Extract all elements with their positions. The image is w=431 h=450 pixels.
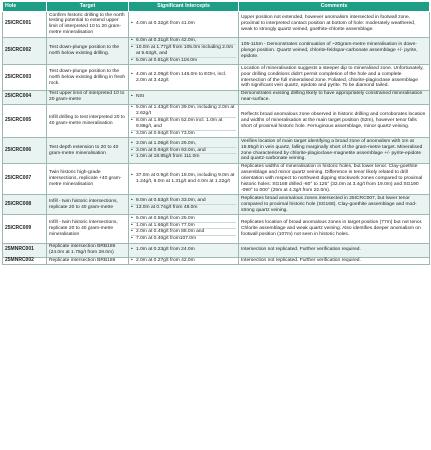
cell-comments: Replicates widths of mineralisation in historic holes, but lower tenor. Clay-goethite assemblage and minor quartz veining. Difference in tenor likely related to drill orientation with respect to northwest dipping stockwork zones compared to proximal historic holes: SG168 drilled -60° to 125° (32.0m at 3.4g/t from 19.0m) and SG190 -090° to 000° (25m at 4.3g/t from 22.0m). <box>239 163 430 195</box>
table-row <box>3 12 430 38</box>
cell-hole: 25ICRC009 <box>3 215 47 244</box>
intercept-item: • 8.0m at 0.53g/t from 33.0m, and <box>131 198 236 205</box>
intercept-list <box>131 72 236 84</box>
cell-comments: Intersection not replicated. Further verification required. <box>239 243 430 257</box>
cell-significant-intercepts <box>129 90 239 104</box>
cell-target: Twin historic high-grade intersections, replicate +40 gram-metre mineralisation <box>47 163 129 195</box>
table-row <box>3 215 430 244</box>
intercept-list <box>131 21 236 27</box>
cell-significant-intercepts <box>129 257 239 265</box>
table-row <box>3 257 430 265</box>
cell-comments: 105-115m - Demonstrates continuation of ~20gram-metre mineralisation in down-plunge position. Quartz veined, chlorite-feldspar-carbonate assemblage +/- pyrite, epidote. <box>239 37 430 65</box>
intercept-item: • 1.0m at 1.66g/t from 77.0m <box>131 223 236 230</box>
intercept-item: • 8.0m at 1.65g/t from 52.0m incl. 1.0m at 9.88g/t, and <box>131 118 236 131</box>
intercept-list <box>131 216 236 243</box>
intercept-item: • 5.0m at 1.43g/t from 39.0m, including 2.0m at 2.62g/t <box>131 105 236 118</box>
cell-significant-intercepts <box>129 138 239 164</box>
intercept-item: • 4.0m at 2.09g/t from 146.0m to EOH, incl. 2.0m at 3.42g/t <box>131 72 236 84</box>
intercept-item: • 2.0m at 0.49g/t from 88.0m and <box>131 229 236 236</box>
table-row <box>3 243 430 257</box>
cell-comments: Reflects broad anomalous zone observed in historic drilling and corroborates location and widths of mineralisation at the main target position (52m), however tenor falls short of proximal historic hole. Ferruginous assemblage, minor quartz veining. <box>239 104 430 138</box>
intercept-list <box>131 94 236 100</box>
cell-target: Replicate intersection BRB186 (24.0m at 1.75g/t from 28.0m) <box>47 243 129 257</box>
table-row <box>3 138 430 164</box>
intercept-item: • NSI <box>131 94 236 100</box>
intercept-item: • 1.0m at 18.85g/t from 111.0m <box>131 154 236 160</box>
cell-hole: 25MNRC001 <box>3 243 47 257</box>
cell-target: Test depth extension to 20 to 40 gram-metre mineralisation <box>47 138 129 164</box>
table-row <box>3 104 430 138</box>
header-comments: Comments <box>239 2 430 12</box>
intercept-item: • 10.0m at 1.77g/t from 105.0m including 2.0m at 5.63g/t, and <box>131 45 236 58</box>
cell-target: Test down-plunge position to the north below existing drilling in fresh rock. <box>47 65 129 91</box>
intercept-item: • 2.0m at 0.27g/t from 42.0m <box>131 258 236 264</box>
intercept-list <box>131 105 236 137</box>
cell-significant-intercepts <box>129 243 239 257</box>
cell-comments: Demonstrates existing drilling likely to have appropriately constrained mineralisation near-surface. <box>239 90 430 104</box>
table-row <box>3 90 430 104</box>
cell-significant-intercepts <box>129 12 239 38</box>
cell-target: Test upper limit of interpreted 10 to 20 gram-metre <box>47 90 129 104</box>
intercept-item: • 4.0m at 0.32g/t from 41.0m <box>131 21 236 27</box>
table-row <box>3 163 430 195</box>
cell-target: Infill - twin historic intersections, replicate 20 to 40 gram-metre mineralisation <box>47 215 129 244</box>
cell-comments: Location of mineralisation suggests a steeper dip to mineralised zone. Unfortunately, poor drilling conditions didn't permit completion of the hole and a complete intersection of the full mineralised zone. Foliated, chlorite-plagioclase assemblage with significant vein quartz, epidote and pyrite. To be diamond tailed. <box>239 65 430 91</box>
intercept-list <box>131 258 236 264</box>
intercept-item: • 3.0m at 0.94g/t from 93.0m, and <box>131 148 236 155</box>
intercept-list <box>131 173 236 185</box>
cell-significant-intercepts <box>129 65 239 91</box>
cell-significant-intercepts <box>129 104 239 138</box>
cell-target: Infill - twin historic intersections, replicate 20 to 40 gram-metre <box>47 195 129 215</box>
table-row <box>3 65 430 91</box>
header-significant-intercepts: Significant Intercepts <box>129 2 239 12</box>
cell-hole: 25ICRC001 <box>3 12 47 38</box>
intercept-item: • 7.0m at 0.40g/t from107.0m <box>131 236 236 242</box>
cell-hole: 25ICRC002 <box>3 37 47 65</box>
intercept-item: • 6.0m at 0.31g/t from 42.0m, <box>131 38 236 45</box>
intercept-item: • 5.0m at 0.81g/t from 118.0m <box>131 58 236 64</box>
cell-hole: 25ICRC003 <box>3 65 47 91</box>
table-body <box>3 12 430 265</box>
table-header <box>3 2 430 12</box>
header-hole: Hole <box>3 2 47 12</box>
cell-hole: 25MNRC002 <box>3 257 47 265</box>
intercept-item: • 1.0m at 0.23g/t from 24.0m <box>131 247 236 253</box>
table-row <box>3 195 430 215</box>
cell-comments: Verifies location of main target identifying a broad zone of anomalism with 1m at 18.85g/t in vein quartz, falling marginally short of the gram-metre target. Mineralised zone characterised by chlorite-plagioclase-magnetite assemblage +/- pyrite-epidote and quartz-carbonate veining. <box>239 138 430 164</box>
cell-hole: 25ICRC008 <box>3 195 47 215</box>
cell-target: Replicate intersection BRB186 <box>47 257 129 265</box>
intercept-list <box>131 247 236 253</box>
cell-comments: Replicates location of broad anomalous zones in target position (77m) but not tenor. Chlorite assemblage and weak quartz veining. Also identifies deeper anomalism on footwall position (107m) not seen in historic holes. <box>239 215 430 244</box>
cell-comments: Upper position not extended, however anomalism intersected in footwall zone, proximal to interpreted contact position at bottom of hole: moderately weathered, weak to strongly quartz veined, goethite-chlorite assemblage. <box>239 12 430 38</box>
cell-hole: 25ICRC006 <box>3 138 47 164</box>
intercept-item: • 3.0m at 1.06g/t from 26.0m, <box>131 141 236 148</box>
cell-hole: 25ICRC004 <box>3 90 47 104</box>
intercept-list <box>131 198 236 211</box>
cell-hole: 25ICRC007 <box>3 163 47 195</box>
intercept-item: • 13.0m at 0.74g/t from 48.0m <box>131 205 236 211</box>
cell-target: Test down-plunge position to the north below existing drilling. <box>47 37 129 65</box>
table-row <box>3 37 430 65</box>
cell-comments: Replicates broad anomalous zones intersected in 25ICRC007, but lower tenor compared to proximal historic hole (SG168). Clay-goethite assemblage and mod-strong quartz veining. <box>239 195 430 215</box>
cell-target: Infill drilling to test interpreted 20 to 40 gram-metre mineralisation <box>47 104 129 138</box>
intercept-list <box>131 141 236 161</box>
cell-significant-intercepts <box>129 37 239 65</box>
intercept-item: • 3.0m at 0.94g/t from 73.0m <box>131 131 236 137</box>
intercept-item: • 37.0m at 0.9g/t from 18.0m, including 9.0m at 1.24g/t, 6.0m at 1.31g/t and 4.0m at 1.22g/t <box>131 173 236 185</box>
cell-hole: 25ICRC005 <box>3 104 47 138</box>
cell-significant-intercepts <box>129 195 239 215</box>
cell-target: Confirm historic drilling to the north testing potential to extend upper limit of interpreted 10 to 20 gram-metre mineralisation <box>47 12 129 38</box>
cell-significant-intercepts <box>129 163 239 195</box>
cell-comments: Intersection not replicated. Further verification required. <box>239 257 430 265</box>
drill-results-table <box>2 1 430 265</box>
intercept-item: • 5.0m at 0.56g/t from 25.0m <box>131 216 236 223</box>
cell-significant-intercepts <box>129 215 239 244</box>
intercept-list <box>131 38 236 64</box>
header-target: Target <box>47 2 129 12</box>
